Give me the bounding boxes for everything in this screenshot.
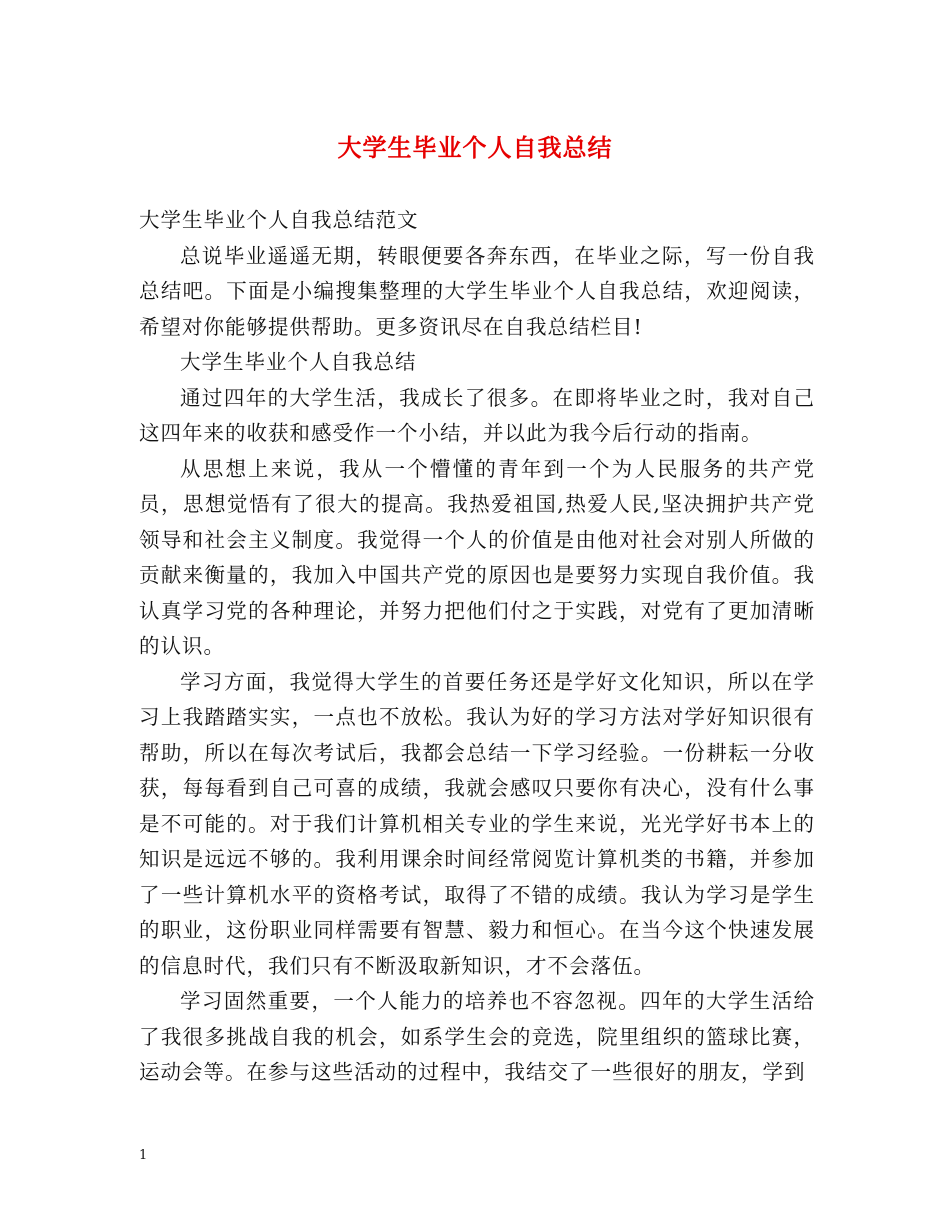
body-paragraph: 通过四年的大学生活，我成长了很多。在即将毕业之时，我对自己这四年来的收获和感受作一个小结，并以此为我今后行动的指南。 [139, 385, 815, 445]
section-heading: 大学生毕业个人自我总结 [180, 350, 417, 374]
intro-paragraph: 总说毕业遥遥无期，转眼便要各奔东西，在毕业之际，写一份自我总结吧。下面是小编搜集整理的大学生毕业个人自我总结，欢迎阅读，希望对你能够提供帮助。更多资讯尽在自我总结栏目! [139, 243, 815, 339]
body-paragraph: 学习方面，我觉得大学生的首要任务还是学好文化知识，所以在学习上我踏踏实实，一点也不放松。我认为好的学习方法对学好知识很有帮助，所以在每次考试后，我都会总结一下学习经验。一份耕耘一分收获，每每看到自己可喜的成绩，我就会感叹只要你有决心，没有什么事是不可能的。对于我们计算机相关专业的学生来说，光光学好书本上的知识是远远不够的。我利用课余时间经常阅览计算机类的书籍，并参加了一些计算机水平的资格考试，取得了不错的成绩。我认为学习是学生的职业，这份职业同样需要有智慧、毅力和恒心。在当今这个快速发展的信息时代，我们只有不断汲取新知识，才不会落伍。 [139, 669, 815, 978]
subtitle-paragraph: 大学生毕业个人自我总结范文 [139, 208, 419, 232]
document-title: 大学生毕业个人自我总结 [337, 133, 613, 162]
document-body [139, 203, 815, 1091]
page-number: 1 [139, 1148, 148, 1163]
body-paragraph: 学习固然重要，一个人能力的培养也不容忽视。四年的大学生活给了我很多挑战自我的机会，如系学生会的竞选，院里组织的篮球比赛，运动会等。在参与这些活动的过程中，我结交了一些很好的朋友，学到 [139, 989, 815, 1084]
body-paragraph: 从思想上来说，我从一个懵懂的青年到一个为人民服务的共产党员，思想觉悟有了很大的提高。我热爱祖国,热爱人民,坚决拥护共产党领导和社会主义制度。我觉得一个人的价值是由他对社会对别人所做的贡献来衡量的，我加入中国共产党的原因也是要努力实现自我价值。我认真学习党的各种理论，并努力把他们付之于实践，对党有了更加清晰的认识。 [139, 456, 815, 658]
